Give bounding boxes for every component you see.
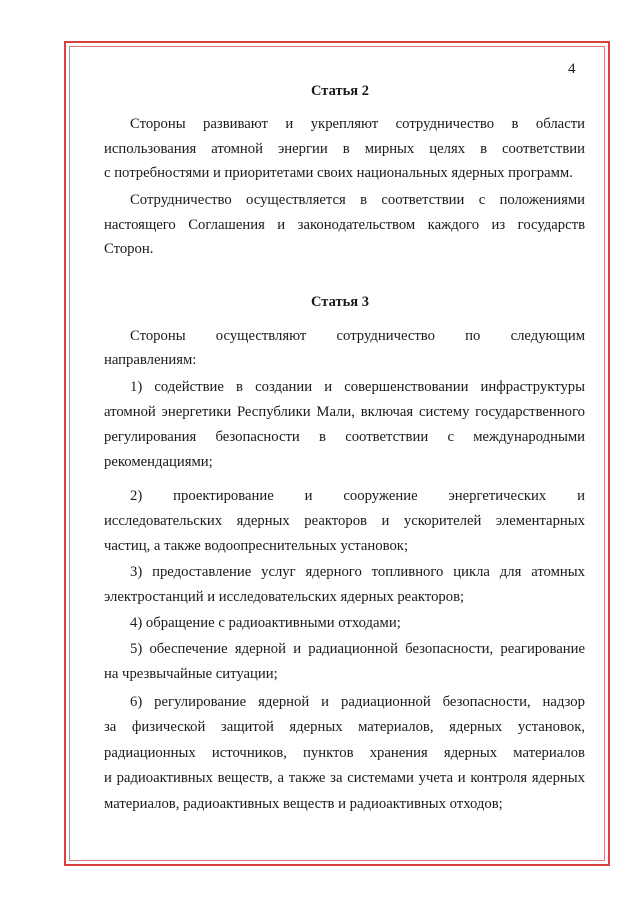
article-3-line: 2) проектирование и сооружение энергетических и <box>130 488 585 504</box>
page-number: 4 <box>568 61 576 77</box>
article-3-line: частиц, а также водоопреснительных установок; <box>104 538 409 554</box>
article-3-line: исследовательских ядерных реакторов и ускорителей элементарных <box>104 513 585 529</box>
article-3-line: за физической защитой ядерных материалов, ядерных установок, <box>104 719 585 735</box>
article-3-line: и радиоактивных веществ, а также за системами учета и контроля ядерных <box>104 770 585 786</box>
article-3-line: направлениям: <box>104 352 197 368</box>
article-3-line: 4) обращение с радиоактивными отходами; <box>130 615 401 631</box>
article-3-line: материалов, радиоактивных веществ и радиоактивных отходов; <box>104 796 503 812</box>
article-3-line: 5) обеспечение ядерной и радиационной безопасности, реагирование <box>130 641 585 657</box>
article-2-line: с потребностями и приоритетами своих национальных ядерных программ. <box>104 165 573 181</box>
article-2-line: настоящего Соглашения и законодательством каждого из государств <box>104 217 585 233</box>
article-3-line: регулирования безопасности в соответствии с международными <box>104 429 585 445</box>
article-3-line: 6) регулирование ядерной и радиационной безопасности, надзор <box>130 694 585 710</box>
article-2-line: использования атомной энергии в мирных целях в соответствии <box>104 141 585 157</box>
article-3-line: на чрезвычайные ситуации; <box>104 666 278 682</box>
article-2-line: Стороны развивают и укрепляют сотрудничество в области <box>130 116 585 132</box>
article-3-heading: Статья 3 <box>311 294 369 310</box>
article-3-line: 3) предоставление услуг ядерного топливного цикла для атомных <box>130 564 585 580</box>
article-2-line: Сторон. <box>104 241 154 257</box>
article-3-line: радиационных источников, пунктов хранения ядерных материалов <box>104 745 585 761</box>
article-3-line: 1) содействие в создании и совершенствовании инфраструктуры <box>130 379 585 395</box>
article-3-line: электростанций и исследовательских ядерных реакторов; <box>104 589 465 605</box>
article-3-line: рекомендациями; <box>104 454 213 470</box>
article-3-line: Стороны осуществляют сотрудничество по следующим <box>130 328 585 344</box>
article-2-heading: Статья 2 <box>311 83 369 99</box>
article-2-line: Сотрудничество осуществляется в соответствии с положениями <box>130 192 585 208</box>
article-3-line: атомной энергетики Республики Мали, включая систему государственного <box>104 404 585 420</box>
